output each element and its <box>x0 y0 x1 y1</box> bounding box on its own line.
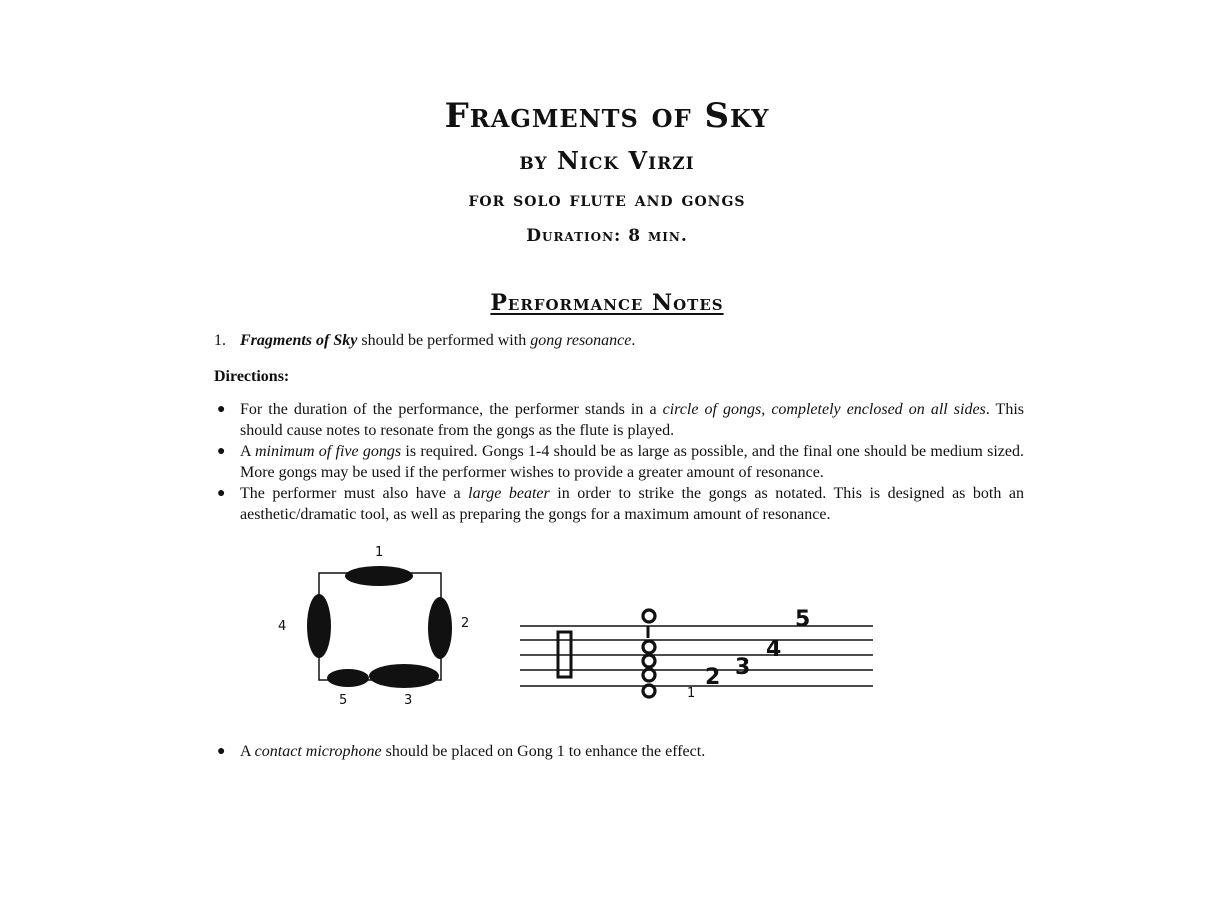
note-5-label: 5 <box>795 607 811 632</box>
bullet-icon: ● <box>217 402 226 417</box>
duration-line: Duration: 8 min. <box>526 226 688 246</box>
gong-2-label: 2 <box>461 616 470 631</box>
bullet-icon: ● <box>217 486 226 501</box>
item-text: A <box>240 743 255 760</box>
note-2-label: 2 <box>705 665 721 690</box>
bullet-icon: ● <box>217 444 226 459</box>
item-text: . This should cause notes to resonate from the gongs as the flute is played. <box>240 401 1025 439</box>
note-text: should be performed with <box>357 332 531 349</box>
author-line: by Nick Virzi <box>519 146 695 175</box>
note-4-label: 4 <box>766 637 782 662</box>
note-end: . <box>631 332 636 349</box>
gong-3-label: 3 <box>404 693 413 708</box>
item-text: in order to strike the gongs as notated. This is designed as both an aesthetic/dramatic tool, as well as preparing the gongs for a maximum amount of resonance. <box>240 485 1024 523</box>
work-title-ref: Fragments of Sky <box>240 332 358 349</box>
list-item <box>214 483 1024 525</box>
gong-1-shape <box>345 566 413 586</box>
section-heading: Performance Notes <box>490 290 724 316</box>
item-text: The performer must also have a <box>240 485 469 502</box>
note-cluster <box>643 610 655 697</box>
directions-list <box>214 399 1024 525</box>
note-1-label: 1 <box>687 686 696 701</box>
document-title: Fragments of Sky <box>444 96 770 136</box>
item-emphasis: large beater <box>468 485 550 502</box>
directions-list-continued <box>214 741 1024 762</box>
staff-lines <box>520 626 873 686</box>
note-number: 1. <box>214 332 226 349</box>
item-text: For the duration of the performance, the performer stands in a <box>240 401 663 418</box>
item-text: is required. Gongs 1-4 should be as large as possible, and the final one should be medium sized. More gongs may be used if the performer wishes to provide a greater amount of resonance. <box>240 443 1024 481</box>
numbered-note <box>214 330 1024 351</box>
note-3-label: 3 <box>735 655 751 680</box>
item-emphasis: contact microphone <box>254 743 382 760</box>
item-emphasis: minimum of five gongs <box>254 443 402 460</box>
note-emphasis: gong resonance <box>530 332 632 349</box>
instrumentation-line: for solo flute and gongs <box>468 187 746 211</box>
gong-2-shape <box>428 597 452 659</box>
gong-3-shape <box>369 664 439 688</box>
list-item <box>214 399 1024 441</box>
gong-circle-diagram <box>262 540 482 720</box>
gong-notation-staff <box>515 598 877 713</box>
bullet-icon: ● <box>217 744 226 759</box>
gong-4-shape <box>307 594 331 658</box>
list-item <box>214 741 1024 762</box>
gong-1-label: 1 <box>375 545 384 560</box>
gong-5-label: 5 <box>339 693 348 708</box>
item-text: A <box>240 443 255 460</box>
gong-4-label: 4 <box>278 619 287 634</box>
gong-frame <box>319 573 441 680</box>
list-item <box>214 441 1024 483</box>
gong-5-shape <box>327 669 369 687</box>
directions-label: Directions: <box>214 368 290 385</box>
item-emphasis: circle of gongs, completely enclosed on all sides <box>662 401 986 418</box>
item-text: should be placed on Gong 1 to enhance the effect. <box>381 743 706 760</box>
